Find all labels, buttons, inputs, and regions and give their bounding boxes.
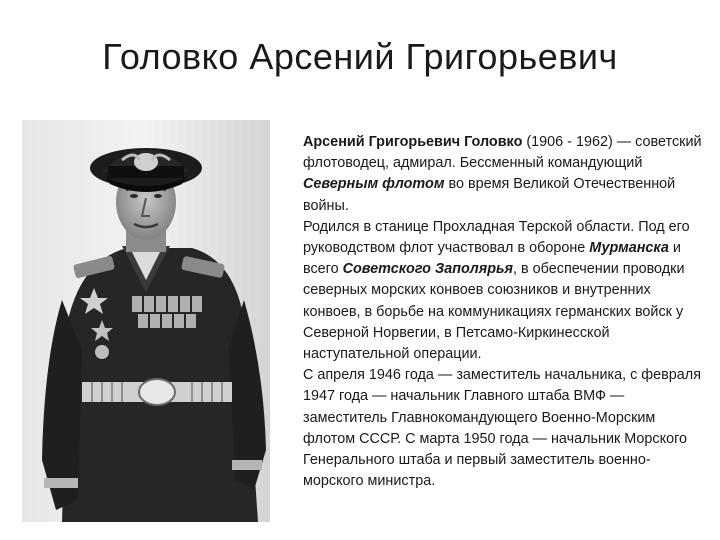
bio-text: и всего bbox=[303, 240, 681, 278]
portrait-photo bbox=[22, 120, 270, 522]
bio-text: во время Великой Отечественной войны. bbox=[303, 176, 676, 214]
bio-emphasis: Северным флотом bbox=[303, 176, 445, 193]
bio-text: Родился в станице Прохладная Терской области. Под его руководством флот участвовал в обороне bbox=[303, 218, 690, 257]
bio-paragraph-2 bbox=[303, 217, 708, 365]
bio-text: , в обеспечении проводки северных морских конвоев союзников и внутренних конвоев, в борьбе на коммуникациях германских войск у Северной Норвегии, в Петсамо-Киркинесской наступательной операции. bbox=[303, 261, 685, 363]
bio-text: (1906 - 1962) — советский флотоводец, адмирал. Бессменный командующий bbox=[303, 134, 702, 172]
bio-name: Арсений Григорьевич Головко bbox=[303, 134, 523, 150]
bio-text: С апреля 1946 года — заместитель начальника, с февраля 1947 года — начальник Главного штаба ВМФ — заместитель Главнокомандующего Военно-Морским флотом СССР. С марта 1950 года — начальник Морского Генерального штаба и первый заместитель военно-морского министра. bbox=[303, 367, 701, 490]
bio-paragraph-1 bbox=[303, 132, 708, 217]
slide-title: Головко Арсений Григорьевич bbox=[102, 36, 618, 77]
bio-emphasis: Мурманска bbox=[589, 240, 669, 257]
bio-paragraph-3 bbox=[303, 365, 708, 492]
bio-emphasis: Советского Заполярья bbox=[342, 261, 514, 278]
biography-text bbox=[303, 132, 708, 492]
